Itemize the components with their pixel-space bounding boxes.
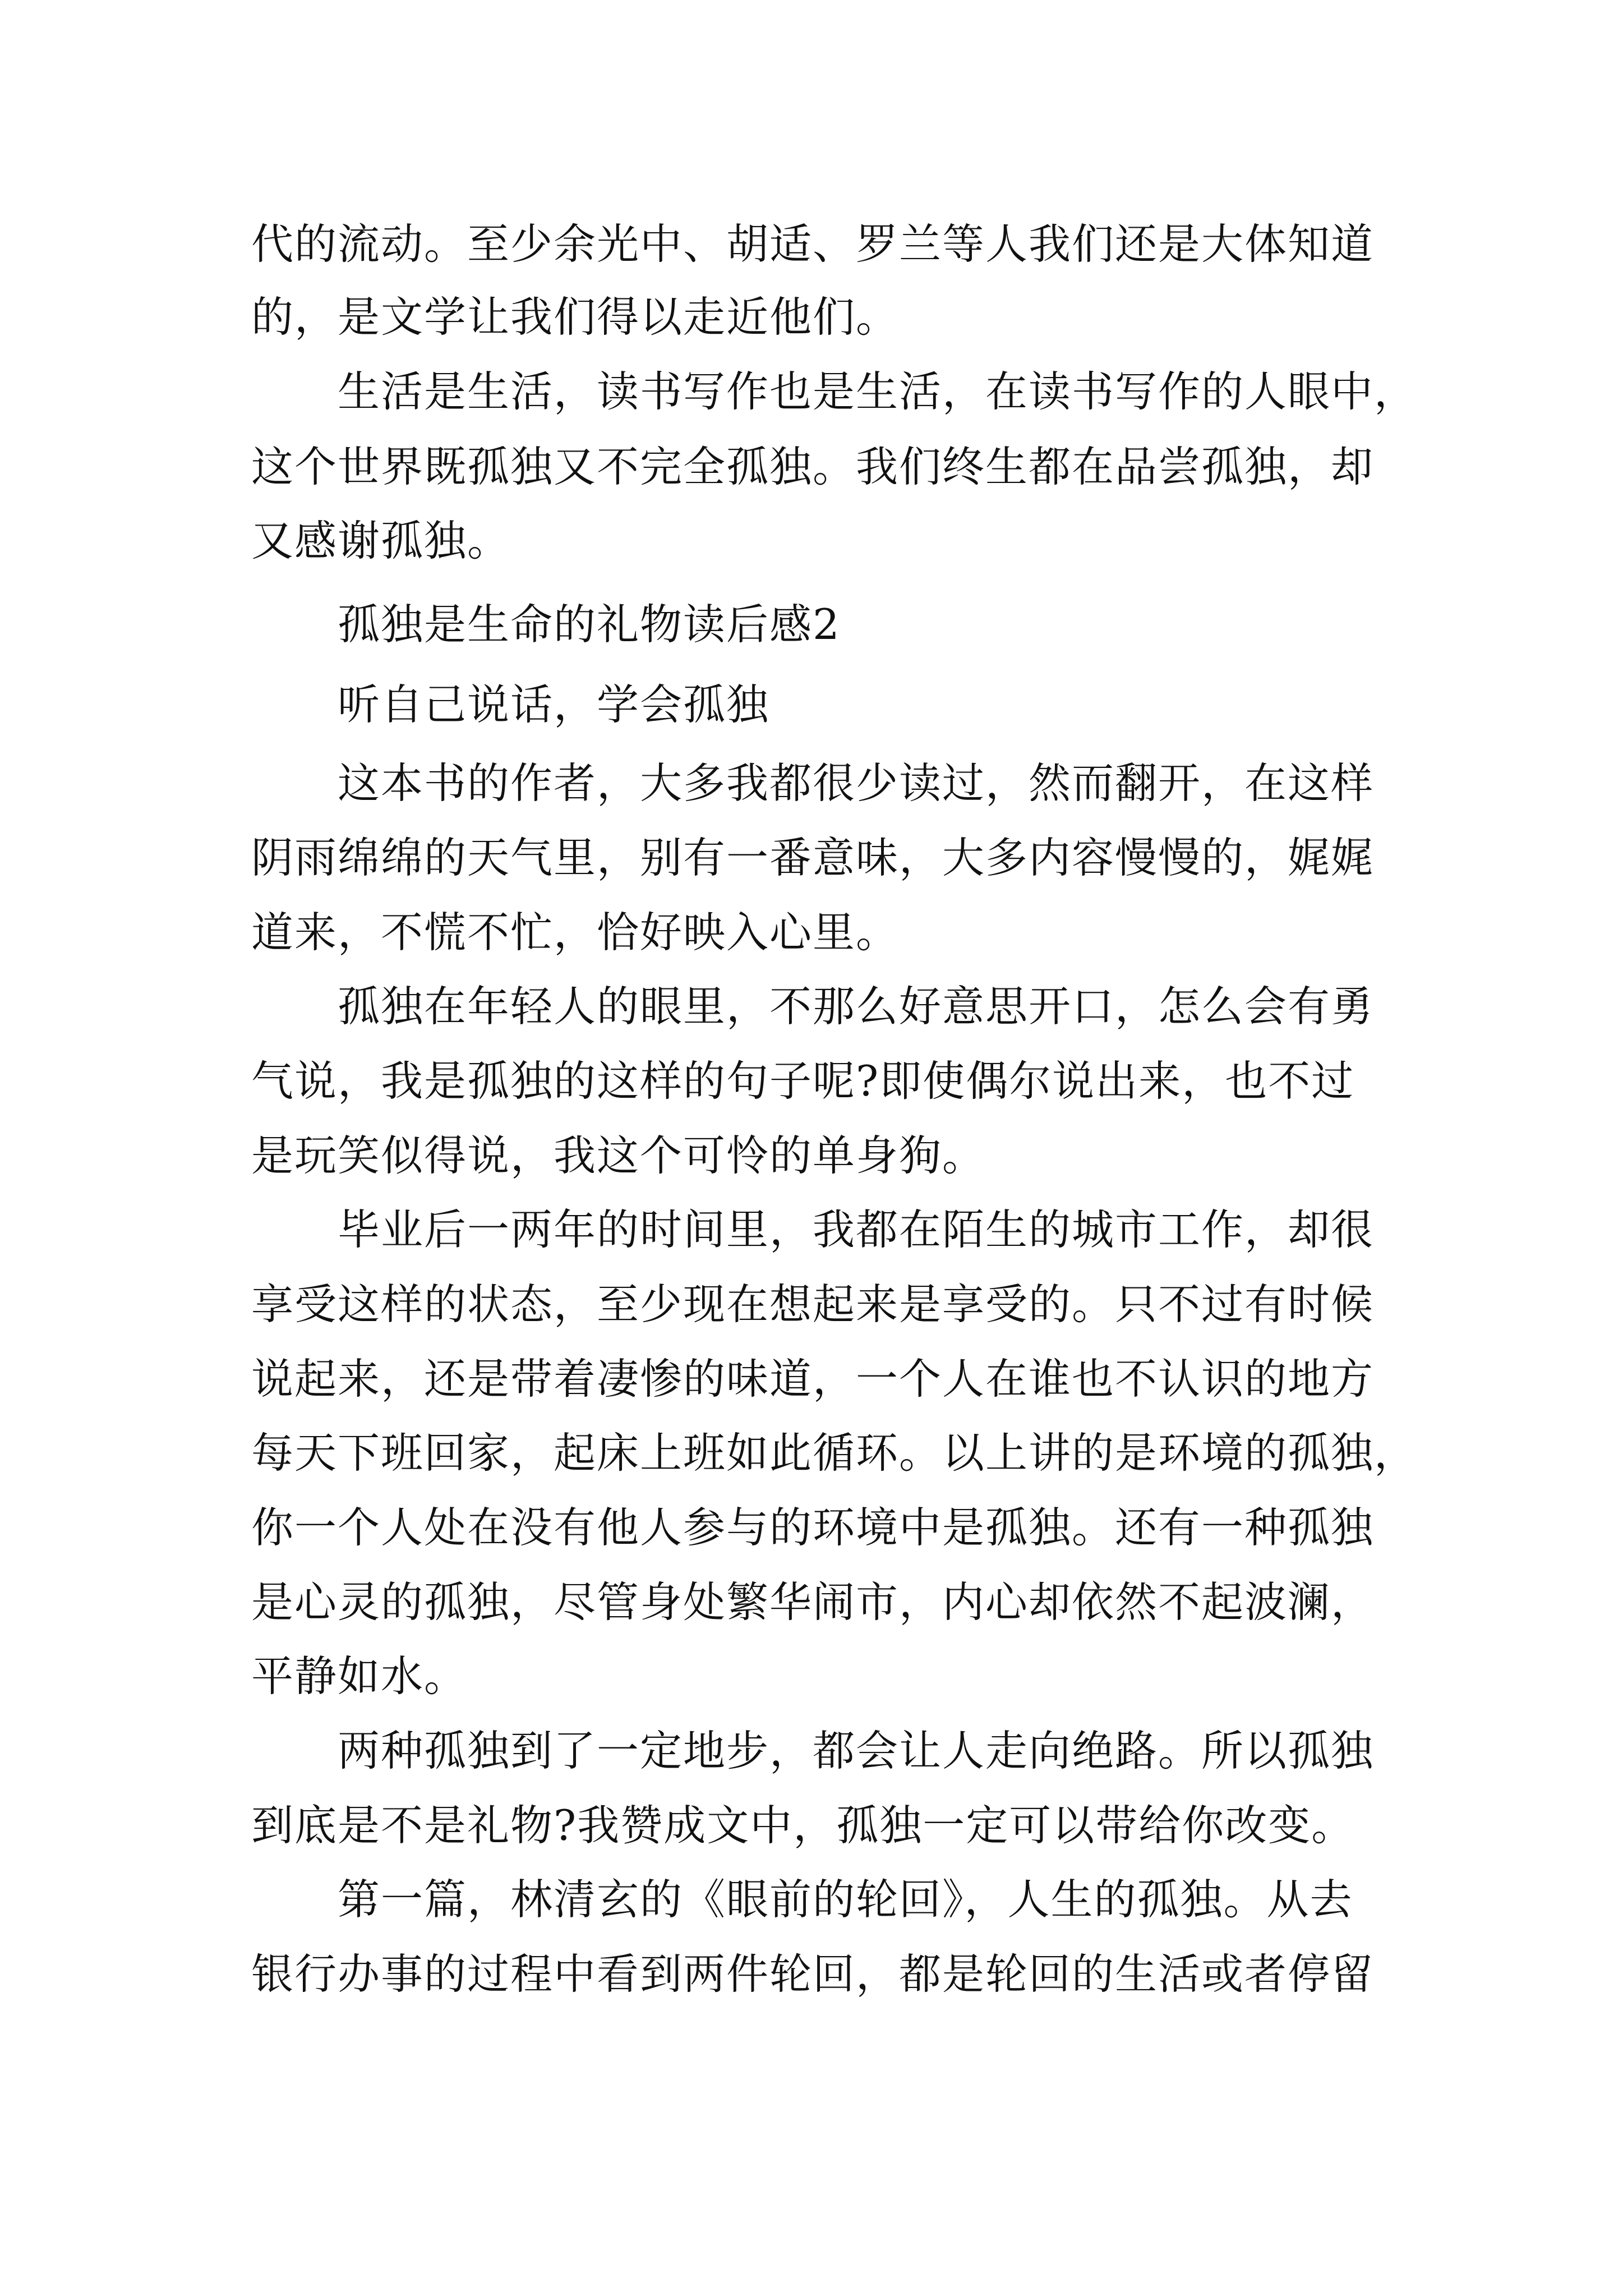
paragraph-first-line: 孤独在年轻人的眼里，不那么好意思开口，怎么会有勇 (338, 982, 1375, 1031)
text-line: 代的流动。至少余光中、胡适、罗兰等人我们还是大体知道 (251, 219, 1375, 269)
paragraph-first-line: 生活是生活，读书写作也是生活，在读书写作的人眼中， (338, 367, 1418, 416)
text-line: 说起来，还是带着凄惨的味道，一个人在谁也不认识的地方 (251, 1354, 1375, 1404)
text-line: 平静如水。 (251, 1651, 468, 1701)
text-line: 是心灵的孤独，尽管身处繁华闹市，内心却依然不起波澜， (251, 1577, 1375, 1627)
text-line: 每天下班回家，起床上班如此循环。以上讲的是环境的孤独， (251, 1428, 1418, 1478)
paragraph-first-line: 第一篇，林清玄的《眼前的轮回》，人生的孤独。从去 (338, 1875, 1353, 1924)
text-line: 这个世界既孤独又不完全孤独。我们终生都在品尝孤独，却 (251, 442, 1375, 491)
text-line: 银行办事的过程中看到两件轮回，都是轮回的生活或者停留 (251, 1949, 1375, 1999)
text-line: 道来，不慌不忙，恰好映入心里。 (251, 908, 900, 957)
text-line: 是玩笑似得说，我这个可怜的单身狗。 (251, 1131, 986, 1180)
text-line: 你一个人处在没有他人参与的环境中是孤独。还有一种孤独 (251, 1503, 1375, 1552)
paragraph-first-line: 毕业后一两年的时间里，我都在陌生的城市工作，却很 (338, 1205, 1375, 1254)
text-line: 享受这样的状态，至少现在想起来是享受的。只不过有时候 (251, 1280, 1375, 1329)
paragraph-first-line: 两种孤独到了一定地步，都会让人走向绝路。所以孤独 (338, 1726, 1375, 1775)
paragraph-first-line: 这本书的作者，大多我都很少读过，然而翻开，在这样 (338, 758, 1375, 808)
text-line: 的，是文学让我们得以走近他们。 (251, 292, 900, 342)
section-heading: 孤独是生命的礼物读后感2 (338, 600, 841, 649)
text-line: 到底是不是礼物?我赞成文中，孤独一定可以带给你改变。 (251, 1801, 1355, 1850)
text-line: 气说，我是孤独的这样的句子呢?即使偶尔说出来，也不过 (251, 1056, 1355, 1106)
text-line: 阴雨绵绵的天气里，别有一番意味，大多内容慢慢的，娓娓 (251, 833, 1375, 882)
text-line: 又感谢孤独。 (251, 516, 511, 565)
section-subtitle: 听自己说话，学会孤独 (338, 680, 770, 729)
